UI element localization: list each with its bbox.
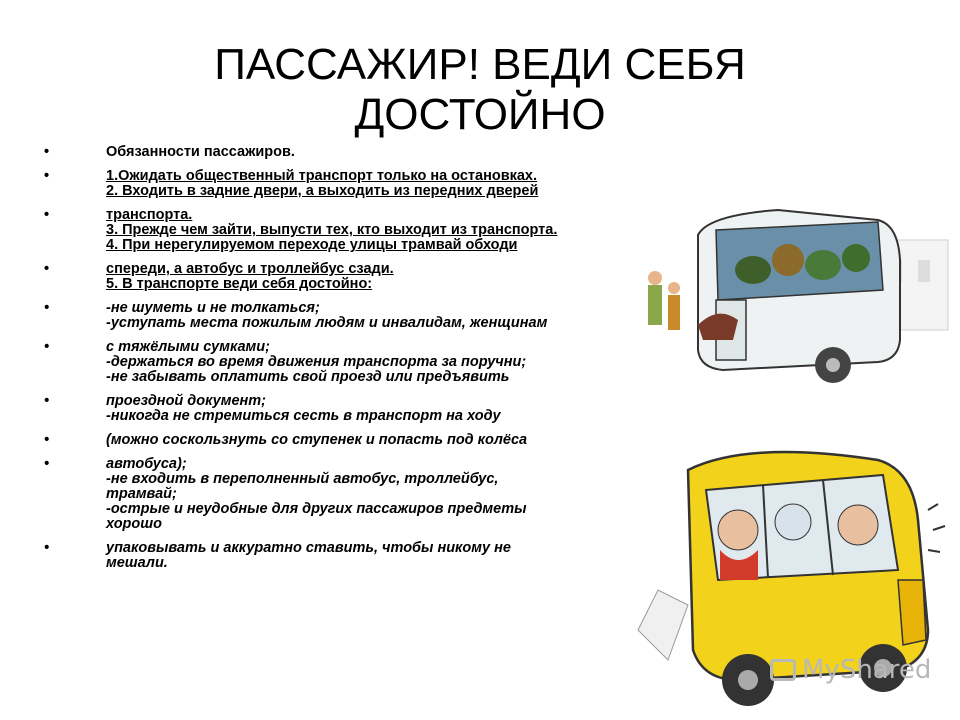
passenger	[718, 510, 758, 550]
wheel-hub	[738, 670, 758, 690]
item-text: с тяжёлыми сумками;	[106, 339, 270, 355]
list-item	[44, 208, 624, 253]
item-text: 5. В транспорте веди себя достойно:	[106, 276, 373, 292]
building-window	[918, 260, 930, 282]
bullet: •	[44, 540, 50, 556]
duties-list	[44, 145, 624, 580]
item-text: проездной документ;	[106, 393, 266, 409]
bullet: •	[44, 456, 50, 472]
list-item	[44, 169, 624, 199]
page-title: ПАССАЖИР! ВЕДИ СЕБЯ ДОСТОЙНО	[214, 40, 746, 139]
item-text: спереди, а автобус и троллейбус сзади.	[106, 261, 394, 277]
passenger	[735, 256, 771, 284]
item-text: хорошо	[106, 516, 163, 532]
white-bus-illustration	[628, 200, 960, 400]
item-text: автобуса);	[106, 456, 187, 472]
item-text: трамвай;	[106, 486, 177, 502]
bullet: •	[44, 432, 50, 448]
list-item	[44, 301, 624, 331]
item-text: 4. При нерегулируемом переходе улицы трамвай обходи	[106, 237, 518, 253]
list-item	[44, 394, 624, 424]
watermark-text: MyShared	[802, 655, 932, 685]
item-text: -не забывать оплатить свой проезд или предъявить	[106, 369, 510, 385]
bullet: •	[44, 168, 50, 184]
list-item	[44, 457, 624, 532]
passenger	[772, 244, 804, 276]
passenger-head	[668, 282, 680, 294]
bullet: •	[44, 144, 50, 160]
item-text: -не шуметь и не толкаться;	[106, 300, 320, 316]
list-item	[44, 262, 624, 292]
item-text: 1.Ожидать общественный транспорт только на остановках.	[106, 168, 538, 184]
item-text: -никогда не стремиться сесть в транспорт на ходу	[106, 408, 501, 424]
item-text: -острые и неудобные для других пассажиров предметы	[106, 501, 527, 517]
list-item	[44, 541, 624, 571]
bus-door	[898, 580, 926, 645]
item-text: 3. Прежде чем зайти, выпусти тех, кто выходит из транспорта.	[106, 222, 558, 238]
bullet: •	[44, 300, 50, 316]
list-item	[44, 340, 624, 385]
item-text: -держаться во время движения транспорта за поручни;	[106, 354, 527, 370]
motion-lines	[928, 504, 945, 552]
waiting-passenger	[648, 285, 662, 325]
bullet: •	[44, 339, 50, 355]
wheel-hub	[826, 358, 840, 372]
background-building	[638, 590, 688, 660]
passenger	[838, 505, 878, 545]
watermark-logo-icon	[770, 659, 796, 681]
bullet: •	[44, 207, 50, 223]
list-item	[44, 145, 624, 160]
bullet: •	[44, 393, 50, 409]
passenger	[805, 250, 841, 280]
waiting-passenger	[668, 295, 680, 330]
item-text: (можно соскользнуть со ступенек и попасть под колёса	[106, 432, 528, 448]
item-text: упаковывать и аккуратно ставить, чтобы никому не	[106, 540, 511, 556]
item-text: транспорта.	[106, 207, 193, 223]
item-text: -уступать места пожилым людям и инвалидам, женщинам	[106, 315, 548, 331]
item-text: -не входить в переполненный автобус, троллейбус,	[106, 471, 499, 487]
passenger	[775, 504, 811, 540]
bullet: •	[44, 261, 50, 277]
item-text: 2. Входить в задние двери, а выходить из передних дверей	[106, 183, 539, 199]
passenger-head	[648, 271, 662, 285]
item-text: мешали.	[106, 555, 168, 571]
watermark	[770, 655, 931, 685]
item-text: Обязанности пассажиров.	[106, 144, 295, 160]
passenger	[842, 244, 870, 272]
list-item	[44, 433, 624, 448]
